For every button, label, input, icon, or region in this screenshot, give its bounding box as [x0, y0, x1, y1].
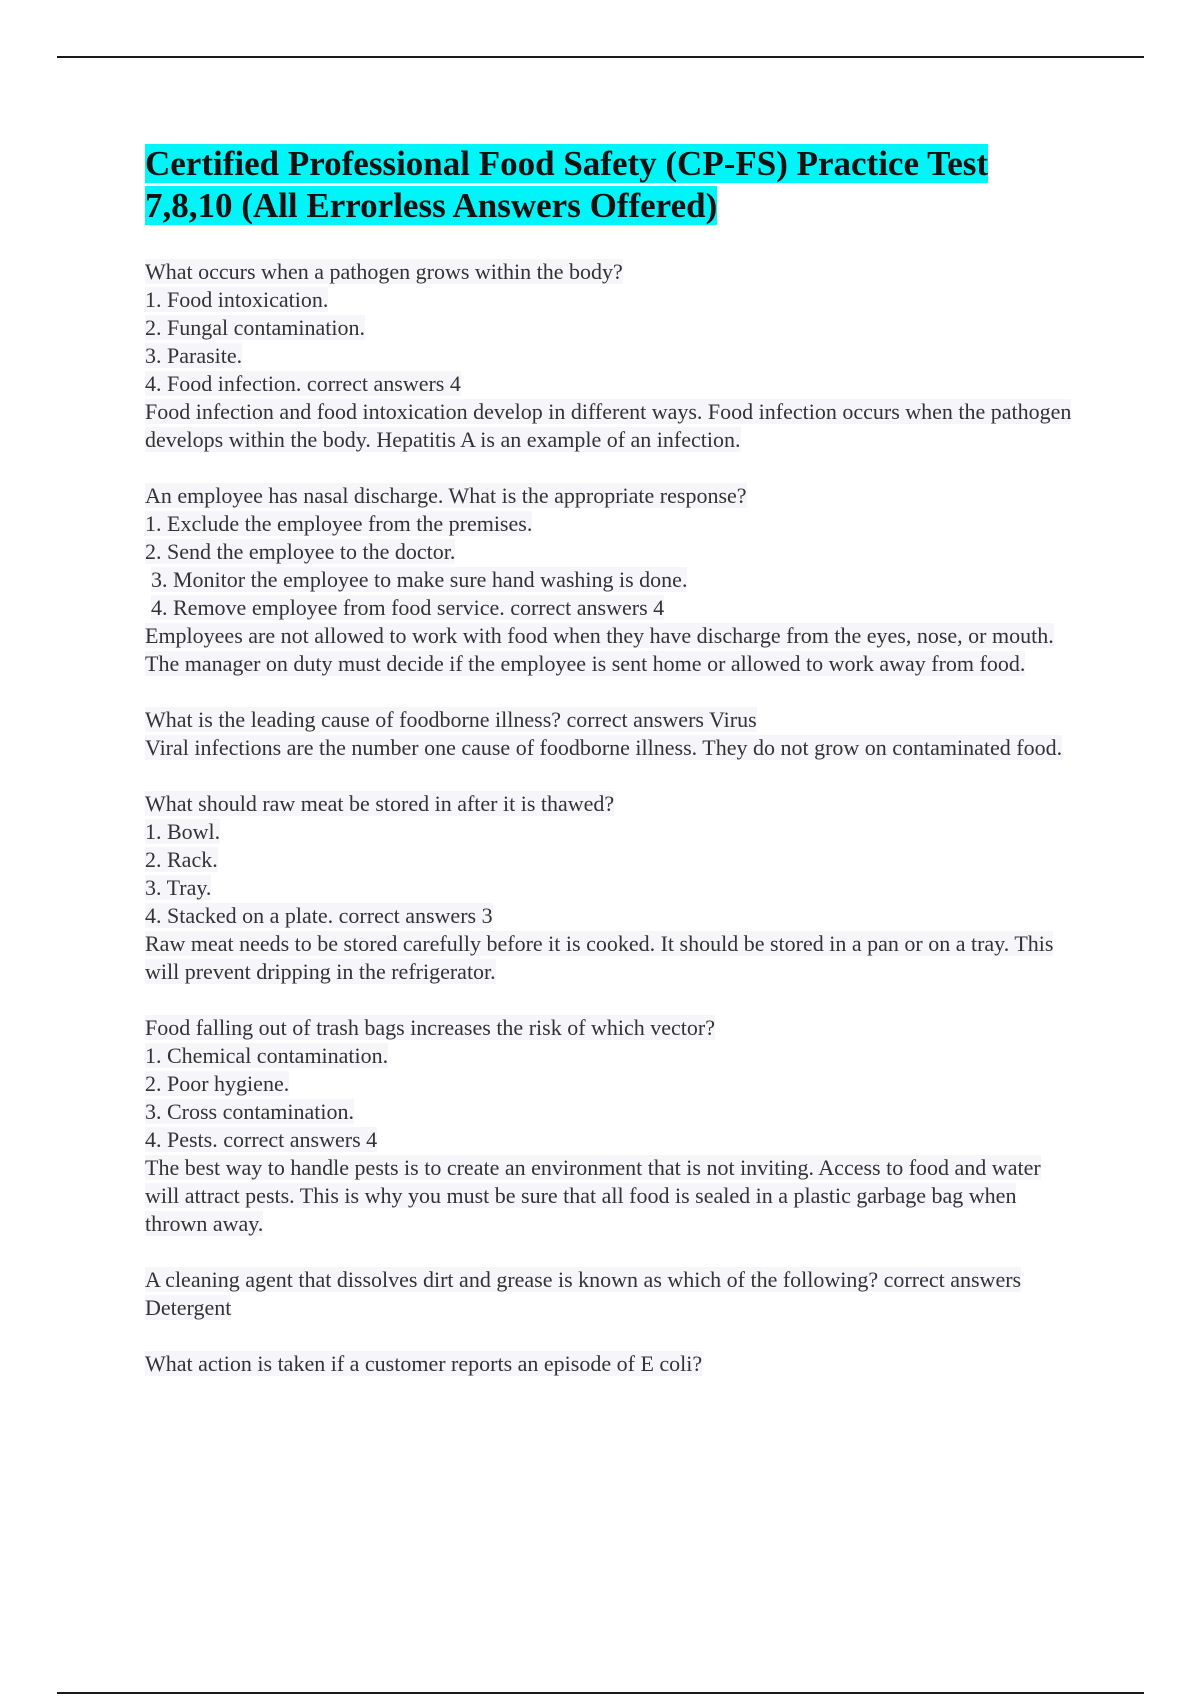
question-text: A cleaning agent that dissolves dirt and grease is known as which of the following? correct answers Detergent — [145, 1267, 1022, 1320]
answer-option: 1. Bowl. — [145, 819, 221, 844]
question-text: What is the leading cause of foodborne illness? correct answers Virus — [145, 707, 757, 732]
top-rule — [57, 56, 1144, 58]
answer-explanation: Viral infections are the number one cause of foodborne illness. They do not grow on contaminated food. — [145, 735, 1063, 760]
answer-option: 2. Send the employee to the doctor. — [145, 539, 456, 564]
answer-option: 4. Pests. correct answers 4 — [145, 1127, 378, 1152]
qa-block-4 — [145, 790, 1080, 986]
question-text: An employee has nasal discharge. What is the appropriate response? — [145, 483, 747, 508]
answer-option: 4. Remove employee from food service. correct answers 4 — [151, 595, 665, 620]
answer-option: 2. Rack. — [145, 847, 218, 872]
bottom-rule — [57, 1692, 1144, 1694]
answer-option: 2. Fungal contamination. — [145, 315, 365, 340]
qa-block-6 — [145, 1266, 1080, 1322]
answer-option: 3. Tray. — [145, 875, 212, 900]
question-text: Food falling out of trash bags increases the risk of which vector? — [145, 1015, 716, 1040]
qa-block-3 — [145, 706, 1080, 762]
title-line-2: 7,8,10 (All Errorless Answers Offered) — [145, 186, 718, 225]
qa-block-7 — [145, 1350, 1080, 1378]
answer-option: 3. Parasite. — [145, 343, 243, 368]
answer-explanation: Raw meat needs to be stored carefully before it is cooked. It should be stored in a pan or on a tray. This will prevent dripping in the refrigerator. — [145, 931, 1054, 984]
answer-explanation: Food infection and food intoxication develop in different ways. Food infection occurs when the pathogen develops within the body. Hepatitis A is an example of an infection. — [145, 399, 1072, 452]
qa-block-2 — [145, 482, 1080, 678]
answer-option: 1. Food intoxication. — [145, 287, 329, 312]
answer-option: 4. Stacked on a plate. correct answers 3 — [145, 903, 493, 928]
title-line-1: Certified Professional Food Safety (CP-FS) Practice Test — [145, 144, 989, 183]
answer-option: 3. Monitor the employee to make sure hand washing is done. — [151, 567, 688, 592]
qa-block-5 — [145, 1014, 1080, 1238]
answer-option: 3. Cross contamination. — [145, 1099, 354, 1124]
answer-option: 4. Food infection. correct answers 4 — [145, 371, 461, 396]
question-text: What should raw meat be stored in after it is thawed? — [145, 791, 615, 816]
document-body — [145, 258, 1080, 1406]
answer-explanation: The best way to handle pests is to create an environment that is not inviting. Access to food and water will attract pests. This is why you must be sure that all food is sealed in a plastic garbage bag when thrown away. — [145, 1155, 1041, 1236]
question-text: What action is taken if a customer reports an episode of E coli? — [145, 1351, 703, 1376]
answer-option: 1. Chemical contamination. — [145, 1043, 389, 1068]
answer-option: 1. Exclude the employee from the premises. — [145, 511, 533, 536]
document-title — [145, 143, 1065, 227]
qa-block-1 — [145, 258, 1080, 454]
question-text: What occurs when a pathogen grows within the body? — [145, 259, 623, 284]
answer-explanation: Employees are not allowed to work with food when they have discharge from the eyes, nose, or mouth. The manager on duty must decide if the employee is sent home or allowed to work away from food. — [145, 623, 1054, 676]
answer-option: 2. Poor hygiene. — [145, 1071, 290, 1096]
